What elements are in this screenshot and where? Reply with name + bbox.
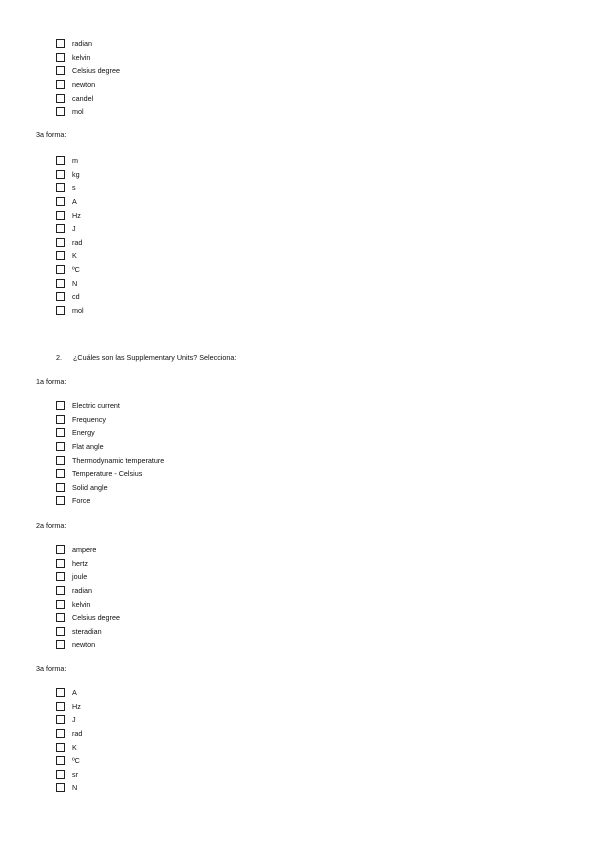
checklist-item-label: Temperature - Celsius	[72, 469, 143, 479]
question-number: 2.	[56, 353, 62, 362]
checklist-item[interactable]	[56, 584, 120, 598]
checklist-item[interactable]	[56, 453, 164, 467]
checkbox[interactable]	[56, 483, 65, 492]
checkbox[interactable]	[56, 80, 65, 89]
checklist-item-label: K	[72, 742, 77, 752]
checkbox[interactable]	[56, 428, 65, 437]
checklist-item-label: kelvin	[72, 52, 91, 62]
checklist-item-label: N	[72, 278, 78, 288]
checkbox[interactable]	[56, 640, 65, 649]
checklist-item-label: newton	[72, 640, 96, 650]
question-2	[56, 353, 236, 362]
checklist-item[interactable]	[56, 481, 164, 495]
checkbox[interactable]	[56, 600, 65, 609]
checklist-item[interactable]	[56, 249, 84, 263]
checklist-item-label: J	[72, 715, 76, 725]
checklist-item[interactable]	[56, 290, 84, 304]
checkbox[interactable]	[56, 415, 65, 424]
checklist-item[interactable]	[56, 413, 164, 427]
checkbox[interactable]	[56, 401, 65, 410]
checklist-unit-names	[56, 543, 120, 652]
checklist-item-label: Electric current	[72, 401, 120, 411]
checkbox[interactable]	[56, 729, 65, 738]
checklist-item[interactable]	[56, 727, 82, 741]
checkbox[interactable]	[56, 469, 65, 478]
checkbox[interactable]	[56, 66, 65, 75]
checklist-item-label: Hz	[72, 210, 81, 220]
checkbox[interactable]	[56, 702, 65, 711]
checkbox[interactable]	[56, 224, 65, 233]
checkbox[interactable]	[56, 265, 65, 274]
checklist-item[interactable]	[56, 236, 84, 250]
checklist-item-label: Force	[72, 496, 91, 506]
section-heading: 3a forma:	[36, 664, 67, 673]
checklist-item[interactable]	[56, 543, 120, 557]
checklist-item[interactable]	[56, 154, 84, 168]
checklist-item[interactable]	[56, 781, 82, 795]
checklist-item-label: sr	[72, 769, 78, 779]
checklist-item[interactable]	[56, 686, 82, 700]
checklist-item[interactable]	[56, 557, 120, 571]
checklist-item-label: s	[72, 183, 76, 193]
checkbox[interactable]	[56, 279, 65, 288]
checklist-item-label: ºC	[72, 756, 80, 766]
checkbox[interactable]	[56, 783, 65, 792]
checklist-item-label: Flat angle	[72, 442, 104, 452]
checklist-item[interactable]	[56, 195, 84, 209]
checkbox[interactable]	[56, 251, 65, 260]
checkbox[interactable]	[56, 586, 65, 595]
checklist-item-label: N	[72, 783, 78, 793]
checkbox[interactable]	[56, 94, 65, 103]
checklist-item-label: ºC	[72, 265, 80, 275]
checklist-item[interactable]	[56, 754, 82, 768]
checkbox[interactable]	[56, 559, 65, 568]
section-heading: 1a forma:	[36, 377, 67, 386]
checkbox[interactable]	[56, 306, 65, 315]
checklist-item[interactable]	[56, 181, 84, 195]
checklist-item[interactable]	[56, 625, 120, 639]
checklist-item[interactable]	[56, 263, 84, 277]
checklist-item[interactable]	[56, 304, 84, 318]
checkbox[interactable]	[56, 770, 65, 779]
checklist-item[interactable]	[56, 51, 120, 65]
checklist-item[interactable]	[56, 570, 120, 584]
checklist-item[interactable]	[56, 700, 82, 714]
checklist-item-label: m	[72, 156, 78, 166]
checklist-first-form-units	[56, 37, 120, 119]
question-text: ¿Cuáles son las Supplementary Units? Selecciona:	[73, 353, 237, 362]
checklist-item-label: steradian	[72, 626, 102, 636]
checklist-item-label: cd	[72, 292, 80, 302]
checklist-quantities	[56, 399, 164, 508]
checkbox[interactable]	[56, 170, 65, 179]
checklist-item-label: radian	[72, 39, 92, 49]
checklist-unit-symbols	[56, 686, 82, 795]
checkbox[interactable]	[56, 627, 65, 636]
section-heading: 3a forma:	[36, 130, 67, 139]
checklist-item[interactable]	[56, 740, 82, 754]
checklist-item-label: kelvin	[72, 599, 91, 609]
checkbox[interactable]	[56, 211, 65, 220]
checkbox[interactable]	[56, 238, 65, 247]
checklist-item-label: Energy	[72, 428, 95, 438]
checklist-item[interactable]	[56, 168, 84, 182]
checkbox[interactable]	[56, 292, 65, 301]
checklist-item-label: candel	[72, 93, 94, 103]
checkbox[interactable]	[56, 456, 65, 465]
checkbox[interactable]	[56, 743, 65, 752]
checklist-item-label: mol	[72, 107, 84, 117]
checkbox[interactable]	[56, 613, 65, 622]
checkbox[interactable]	[56, 156, 65, 165]
checklist-item-label: kg	[72, 169, 80, 179]
checklist-item-label: newton	[72, 80, 96, 90]
checklist-item-label: Celsius degree	[72, 66, 120, 76]
checkbox[interactable]	[56, 715, 65, 724]
checklist-item[interactable]	[56, 64, 120, 78]
checkbox[interactable]	[56, 183, 65, 192]
checkbox[interactable]	[56, 197, 65, 206]
checklist-item[interactable]	[56, 78, 120, 92]
checklist-item[interactable]	[56, 105, 120, 119]
checkbox[interactable]	[56, 496, 65, 505]
checklist-symbols	[56, 154, 84, 317]
checklist-item[interactable]	[56, 426, 164, 440]
checklist-item[interactable]	[56, 91, 120, 105]
checklist-item-label: K	[72, 251, 77, 261]
checklist-item-label: Hz	[72, 701, 81, 711]
checklist-item[interactable]	[56, 611, 120, 625]
checklist-item[interactable]	[56, 768, 82, 782]
checkbox[interactable]	[56, 572, 65, 581]
checklist-item[interactable]	[56, 638, 120, 652]
checklist-item[interactable]	[56, 37, 120, 51]
checkbox[interactable]	[56, 39, 65, 48]
checkbox[interactable]	[56, 107, 65, 116]
checklist-item-label: hertz	[72, 558, 88, 568]
checkbox[interactable]	[56, 53, 65, 62]
checklist-item-label: A	[72, 197, 77, 207]
checklist-item-label: Solid angle	[72, 482, 108, 492]
checklist-item[interactable]	[56, 597, 120, 611]
checklist-item[interactable]	[56, 713, 82, 727]
checklist-item-label: radian	[72, 586, 92, 596]
checklist-item[interactable]	[56, 494, 164, 508]
checkbox[interactable]	[56, 545, 65, 554]
checklist-item-label: rad	[72, 729, 83, 739]
checklist-item-label: Frequency	[72, 414, 106, 424]
checklist-item-label: ampere	[72, 545, 97, 555]
checklist-item[interactable]	[56, 222, 84, 236]
checklist-item-label: rad	[72, 237, 83, 247]
checklist-item-label: mol	[72, 305, 84, 315]
checklist-item-label: Thermodynamic temperature	[72, 455, 165, 465]
checklist-item-label: Celsius degree	[72, 613, 120, 623]
checklist-item[interactable]	[56, 399, 164, 413]
checkbox[interactable]	[56, 756, 65, 765]
checklist-item-label: joule	[72, 572, 88, 582]
checklist-item-label: J	[72, 224, 76, 234]
checkbox[interactable]	[56, 688, 65, 697]
checklist-item[interactable]	[56, 276, 84, 290]
section-heading: 2a forma:	[36, 521, 67, 530]
checklist-item[interactable]	[56, 208, 84, 222]
checklist-item[interactable]	[56, 440, 164, 454]
checkbox[interactable]	[56, 442, 65, 451]
checklist-item[interactable]	[56, 467, 164, 481]
checklist-item-label: A	[72, 688, 77, 698]
